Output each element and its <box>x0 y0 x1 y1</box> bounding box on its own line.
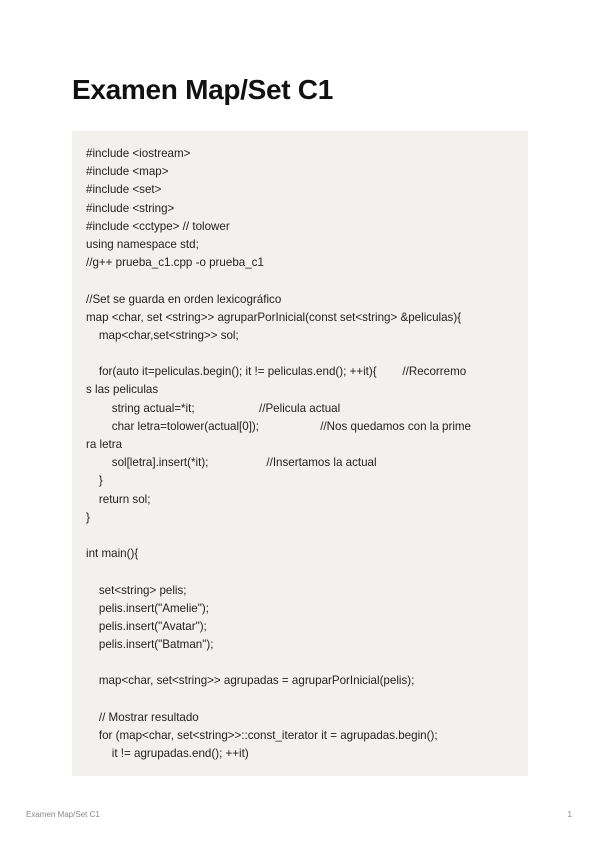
code-line <box>86 527 514 545</box>
page-title: Examen Map/Set C1 <box>72 74 333 105</box>
code-line: for (map<char, set<string>>::const_iterator it = agrupadas.begin(); <box>86 729 438 742</box>
code-line: pelis.insert("Amelie"); <box>86 601 209 615</box>
code-line: //g++ prueba_c1.cpp -o prueba_c1 <box>86 256 264 270</box>
code-line: map<char,set<string>> sol; <box>86 328 239 342</box>
code-line: map <char, set <string>> agruparPorInicial(const set<string> &peliculas){ <box>86 310 462 324</box>
code-line: ra letra <box>86 438 123 451</box>
code-line: #include <set> <box>86 183 162 197</box>
code-line: pelis.insert("Batman"); <box>86 638 214 652</box>
code-line: s las peliculas <box>86 383 159 397</box>
code-line: using namespace std; <box>86 237 199 251</box>
code-line: // Mostrar resultado <box>86 710 199 724</box>
code-line: #include <string> <box>86 201 175 215</box>
code-line <box>86 563 514 581</box>
code-line <box>86 654 514 672</box>
code-line <box>86 345 514 363</box>
footer-document-title: Examen Map/Set C1 <box>26 810 100 819</box>
code-line: #include <cctype> // tolower <box>86 219 230 233</box>
code-line <box>86 691 514 709</box>
code-line: #include <iostream> <box>86 147 191 160</box>
code-line: } <box>86 474 103 488</box>
code-line: for(auto it=peliculas.begin(); it != peliculas.end(); ++it){ //Recorremo <box>86 365 467 379</box>
code-line: //Set se guarda en orden lexicográfico <box>86 292 282 306</box>
code-line: return sol; <box>86 492 151 506</box>
code-line: sol[letra].insert(*it); //Insertamos la actual <box>86 456 377 470</box>
code-line: } <box>86 510 90 524</box>
code-line: map<char, set<string>> agrupadas = agruparPorInicial(pelis); <box>86 674 415 688</box>
code-line: string actual=*it; //Pelicula actual <box>86 401 341 415</box>
code-line: int main(){ <box>86 547 139 561</box>
code-line: char letra=tolower(actual[0]); //Nos quedamos con la prime <box>86 419 472 433</box>
code-line: pelis.insert("Avatar"); <box>86 619 207 633</box>
code-line: set<string> pelis; <box>86 583 187 597</box>
footer-page-number: 1 <box>567 810 572 819</box>
code-line: #include <map> <box>86 165 169 179</box>
code-block <box>72 131 528 776</box>
code-line: it != agrupadas.end(); ++it) <box>86 747 249 761</box>
code-line <box>86 272 514 290</box>
